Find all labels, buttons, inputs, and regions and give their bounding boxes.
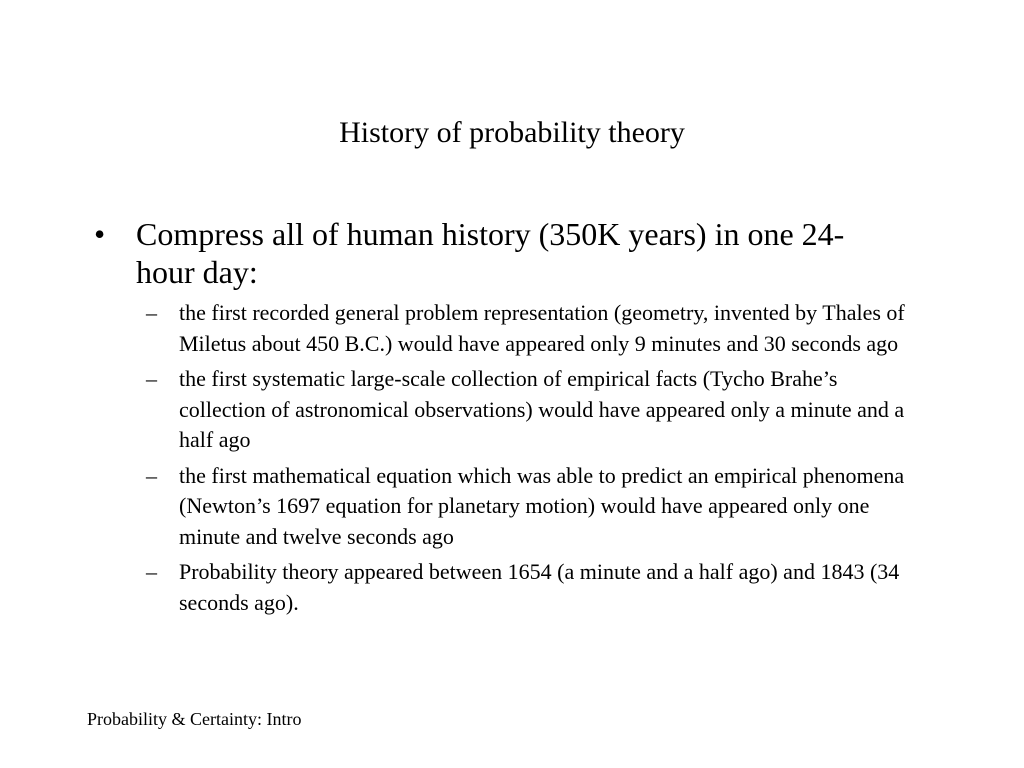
sub-bullet-text: the first mathematical equation which was able to predict an empirical phenomena (Newton’s 1697 equation for planetary motion) would have appeared only one minute and twelve seconds ago [179, 462, 905, 549]
dash-marker: – [146, 559, 157, 584]
main-bullet-text: Compress all of human history (350K years) in one 24-hour day: [136, 216, 845, 290]
sub-bullet [146, 557, 942, 618]
dash-marker: – [146, 462, 157, 488]
sub-bullet [146, 298, 942, 359]
dash-marker: – [146, 300, 157, 325]
sub-bullet [146, 461, 942, 553]
main-bullet [92, 215, 942, 291]
sub-bullet-text: the first recorded general problem representation (geometry, invented by Thales of Miletus about 450 B.C.) would have appeared only 9 minutes and 30 seconds ago [179, 300, 905, 356]
sub-bullet-list [92, 298, 942, 618]
bullet-list [92, 215, 942, 623]
slide-title: History of probability theory [339, 116, 685, 149]
dash-marker: – [146, 366, 157, 391]
slide-footer: Probability & Certainty: Intro [87, 709, 302, 729]
sub-bullet [146, 364, 942, 456]
sub-bullet-text: the first systematic large-scale collection of empirical facts (Tycho Brahe’s collection of astronomical observations) would have appeared only a minute and a half ago [179, 366, 905, 452]
bullet-marker: • [94, 216, 106, 252]
sub-bullet-text: Probability theory appeared between 1654 (a minute and a half ago) and 1843 (34 seconds ago). [179, 559, 900, 615]
